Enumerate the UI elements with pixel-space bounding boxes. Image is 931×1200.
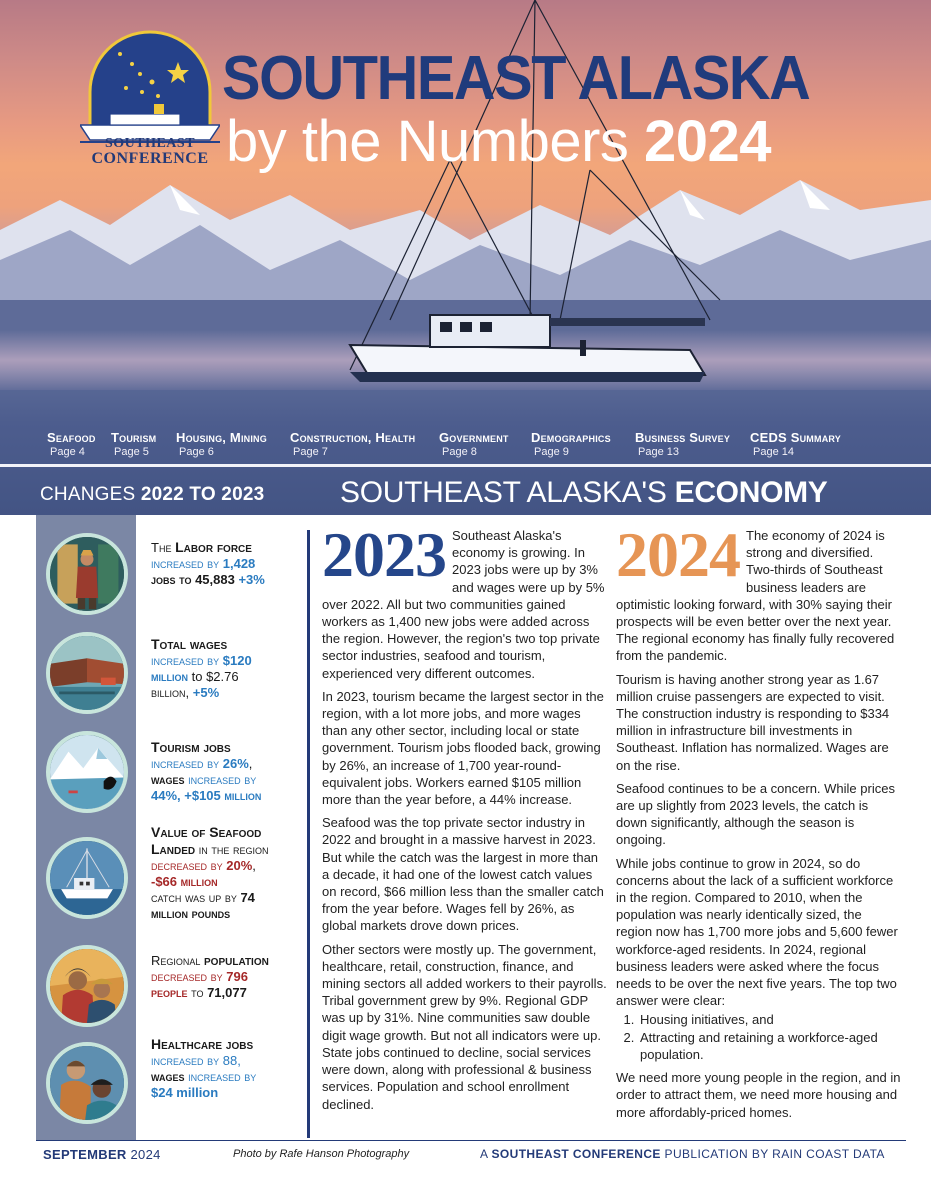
priorities-list [616, 1011, 901, 1063]
stat-text: catch was up by [151, 890, 241, 905]
nav-label: CEDS Summary [750, 430, 841, 445]
footer-divider [36, 1140, 906, 1141]
seafood-boat-icon [46, 837, 128, 919]
stat-text: Regional [151, 953, 205, 968]
stat-heading: Value of Seafood [151, 824, 262, 840]
economy-heading [340, 476, 828, 510]
people-icon [46, 945, 128, 1027]
publication-credit [480, 1147, 885, 1161]
stat-text: billion, [151, 685, 193, 700]
stat-value: $24 million [151, 1085, 219, 1100]
nav-item-government[interactable] [439, 430, 509, 460]
footer-month: SEPTEMBER [43, 1147, 127, 1162]
stat-text: jobs to [151, 572, 196, 587]
stat-text: The [151, 540, 176, 555]
paragraph: The economy of 2024 is strong and diversified. Two-thirds of Southeast business leaders are optimistic looking forward, with 30% saying their prospects will be even better over the next year. The regional economy has finally fully recovered from the pandemic. [616, 528, 895, 664]
section-nav [0, 430, 931, 464]
stat-value: 74 [240, 890, 255, 905]
nav-item-tourism[interactable] [111, 430, 156, 460]
worker-icon [46, 533, 128, 615]
stat-value: +3% [238, 572, 265, 587]
stat-value: people [151, 985, 188, 1000]
logo-line2: CONFERENCE [91, 150, 209, 167]
glacier-orca-icon [46, 731, 128, 813]
list-item: 1. Housing initiatives, and [638, 1011, 901, 1028]
paragraph: Southeast Alaska's economy is growing. In 2023 jobs were up by 3% and wages were up by 5% over 2022. All but two communities gained workers as 1,400 new jobs were added across the region. However, the region's two top private sector industries, seafood and tourism, experienced very different outcomes. [322, 528, 605, 681]
stat-tourism-jobs [151, 739, 301, 804]
stat-value: million pounds [151, 906, 231, 921]
pub-prefix: A [480, 1147, 492, 1161]
paragraph: We need more young people in the region, and in order to attract them, we need more housing and more affordably-priced homes. [616, 1070, 901, 1120]
footer-year: 2024 [126, 1147, 161, 1162]
changes-prefix: CHANGES [40, 484, 141, 505]
stat-text: increased by [151, 756, 223, 771]
stat-value: 796 [226, 969, 248, 984]
stat-text: to $2.76 [188, 669, 239, 684]
stat-heading: Tourism jobs [151, 739, 231, 755]
nav-label: Demographics [531, 430, 611, 445]
stat-text: increased by [184, 1069, 257, 1084]
stat-text: decreased by [151, 858, 227, 873]
paragraph: Seafood continues to be a concern. While prices are up slightly from 2023 levels, the catch is down significantly, although the season is ongoing. [616, 780, 895, 848]
stat-value: 1,428 [222, 556, 256, 571]
nav-page: Page 14 [753, 446, 794, 458]
stat-text: in the region [195, 842, 269, 857]
stat-text: , [252, 858, 256, 873]
logo-wordmark [80, 136, 220, 166]
stat-value: $120 [222, 653, 252, 668]
nav-page: Page 13 [638, 446, 679, 458]
subtitle-light: by the Numbers [226, 109, 645, 174]
column-divider [307, 530, 310, 1138]
nav-item-ceds-summary[interactable] [750, 430, 841, 460]
nav-item-housing-mining[interactable] [176, 430, 267, 460]
divider [0, 464, 931, 467]
stat-healthcare-jobs [151, 1036, 301, 1101]
changes-years: 2022 TO 2023 [140, 484, 265, 505]
stat-heading: Healthcare jobs [151, 1036, 254, 1052]
stat-heading: population [204, 952, 269, 968]
nav-label: Tourism [111, 430, 157, 445]
stat-value: 26% [222, 756, 249, 771]
harbor-icon [46, 632, 128, 714]
stat-heading: Landed [151, 841, 196, 857]
nav-label: Construction, Health [290, 430, 416, 445]
logo-line1: SOUTHEAST [104, 136, 196, 151]
changes-heading [40, 484, 264, 506]
stat-text: , [248, 756, 253, 771]
year-heading-2024: 2024 [616, 519, 740, 590]
page-title: SOUTHEAST ALASKA [222, 44, 810, 113]
nav-page: Page 4 [50, 446, 85, 458]
economy-prefix: SOUTHEAST ALASKA'S [340, 476, 675, 509]
stat-text: increased by 88, [151, 1053, 241, 1068]
stat-value: 45,883 [195, 572, 235, 587]
nav-label: Government [439, 430, 509, 445]
photo-credit: Photo by Rafe Hanson Photography [233, 1148, 410, 1160]
stat-text: wages [151, 772, 185, 787]
nav-page: Page 5 [114, 446, 149, 458]
stat-heading: Labor force [175, 539, 252, 555]
page-subtitle [226, 110, 771, 174]
paragraph: While jobs continue to grow in 2024, so do concerns about the lack of a sufficient workforce in the region. Compared to 2010, when the population was nearly identically sized, the region now has 1,700 more jobs and 5,600 fewer workforce-aged residents. In 2024, regional business leaders were asked where the focus needs to be over the next five years. The top two answer were clear: [616, 855, 898, 1009]
stat-text: increased by [151, 556, 223, 571]
article-2023 [322, 519, 607, 1119]
stat-heading: Total wages [151, 636, 228, 652]
paragraph: In 2023, tourism became the largest sector in the region, with a lot more jobs, and more wages than any other sector, including local or state government. Tourism jobs flooded back, growing by 26%, an increase of 1,700 year-round-equivalent jobs. Workers earned $105 million more than the year before, a 44% increase. [322, 688, 604, 808]
subtitle-year: 2024 [644, 109, 772, 174]
hero-banner [0, 0, 931, 515]
nav-page: Page 8 [442, 446, 477, 458]
nav-label: Business Survey [635, 430, 731, 445]
healthcare-icon [46, 1042, 128, 1124]
footer-date [43, 1147, 161, 1162]
stat-value: 44%, +$105 million [151, 788, 262, 803]
stat-total-wages [151, 636, 301, 701]
list-item: 2. Attracting and retaining a workforce-aged population. [638, 1029, 901, 1063]
stat-labor-force [151, 539, 301, 588]
stat-seafood-value [151, 824, 301, 922]
stat-text: increased by [184, 772, 257, 787]
nav-page: Page 6 [179, 446, 214, 458]
economy-bold: ECONOMY [674, 476, 828, 509]
paragraph: Seafood was the top private sector industry in 2022 and brought in a massive harvest in 2023. But while the catch was the largest in more than a decade, it had one of the lowest catch values on record, $66 million less than the smaller catch from the year before. Wages fell by 26%, as global markets drove down prices. [322, 815, 604, 934]
stat-population [151, 952, 301, 1001]
nav-item-demographics[interactable] [531, 430, 611, 460]
paragraph: Other sectors were mostly up. The government, healthcare, retail, construction, finance, and mining sectors all added workers to their payrolls. Tribal government grew by 9%. Regional GDP was up by 31%. Nine communities saw double digit wage growth. But not all indicators were up. State jobs continued to decline, social services were down, along with professional & business services. Population and school enrollment declined. [322, 941, 607, 1112]
stat-value: million [151, 669, 188, 684]
stat-value: +5% [192, 685, 220, 700]
year-heading-2023: 2023 [322, 519, 446, 590]
pub-org: SOUTHEAST CONFERENCE [491, 1147, 661, 1161]
nav-label: Housing, Mining [176, 430, 267, 445]
nav-label: Seafood [47, 430, 96, 445]
article-2024 [616, 519, 901, 1127]
stat-text: wages [151, 1069, 185, 1084]
nav-page: Page 9 [534, 446, 569, 458]
nav-page: Page 7 [293, 446, 328, 458]
nav-item-business-survey[interactable] [635, 430, 730, 460]
stat-text: increased by [151, 653, 223, 668]
stat-value: -$66 million [151, 874, 218, 889]
nav-item-construction-health[interactable] [290, 430, 415, 460]
stat-text: decreased by [151, 969, 227, 984]
stat-text: to [187, 985, 208, 1000]
stat-value: 20% [226, 858, 253, 873]
nav-item-seafood[interactable] [47, 430, 96, 460]
stats-sidebar [36, 515, 136, 1140]
paragraph: Tourism is having another strong year as 1.67 million cruise passengers are expected to visit. The construction industry is responding to $334 million in infrastructure bill investments in Southeast. Inflation has normalized. Wages are on the rise. [616, 671, 890, 773]
stat-value: 71,077 [207, 985, 247, 1000]
pub-suffix: PUBLICATION BY RAIN COAST DATA [660, 1147, 885, 1161]
